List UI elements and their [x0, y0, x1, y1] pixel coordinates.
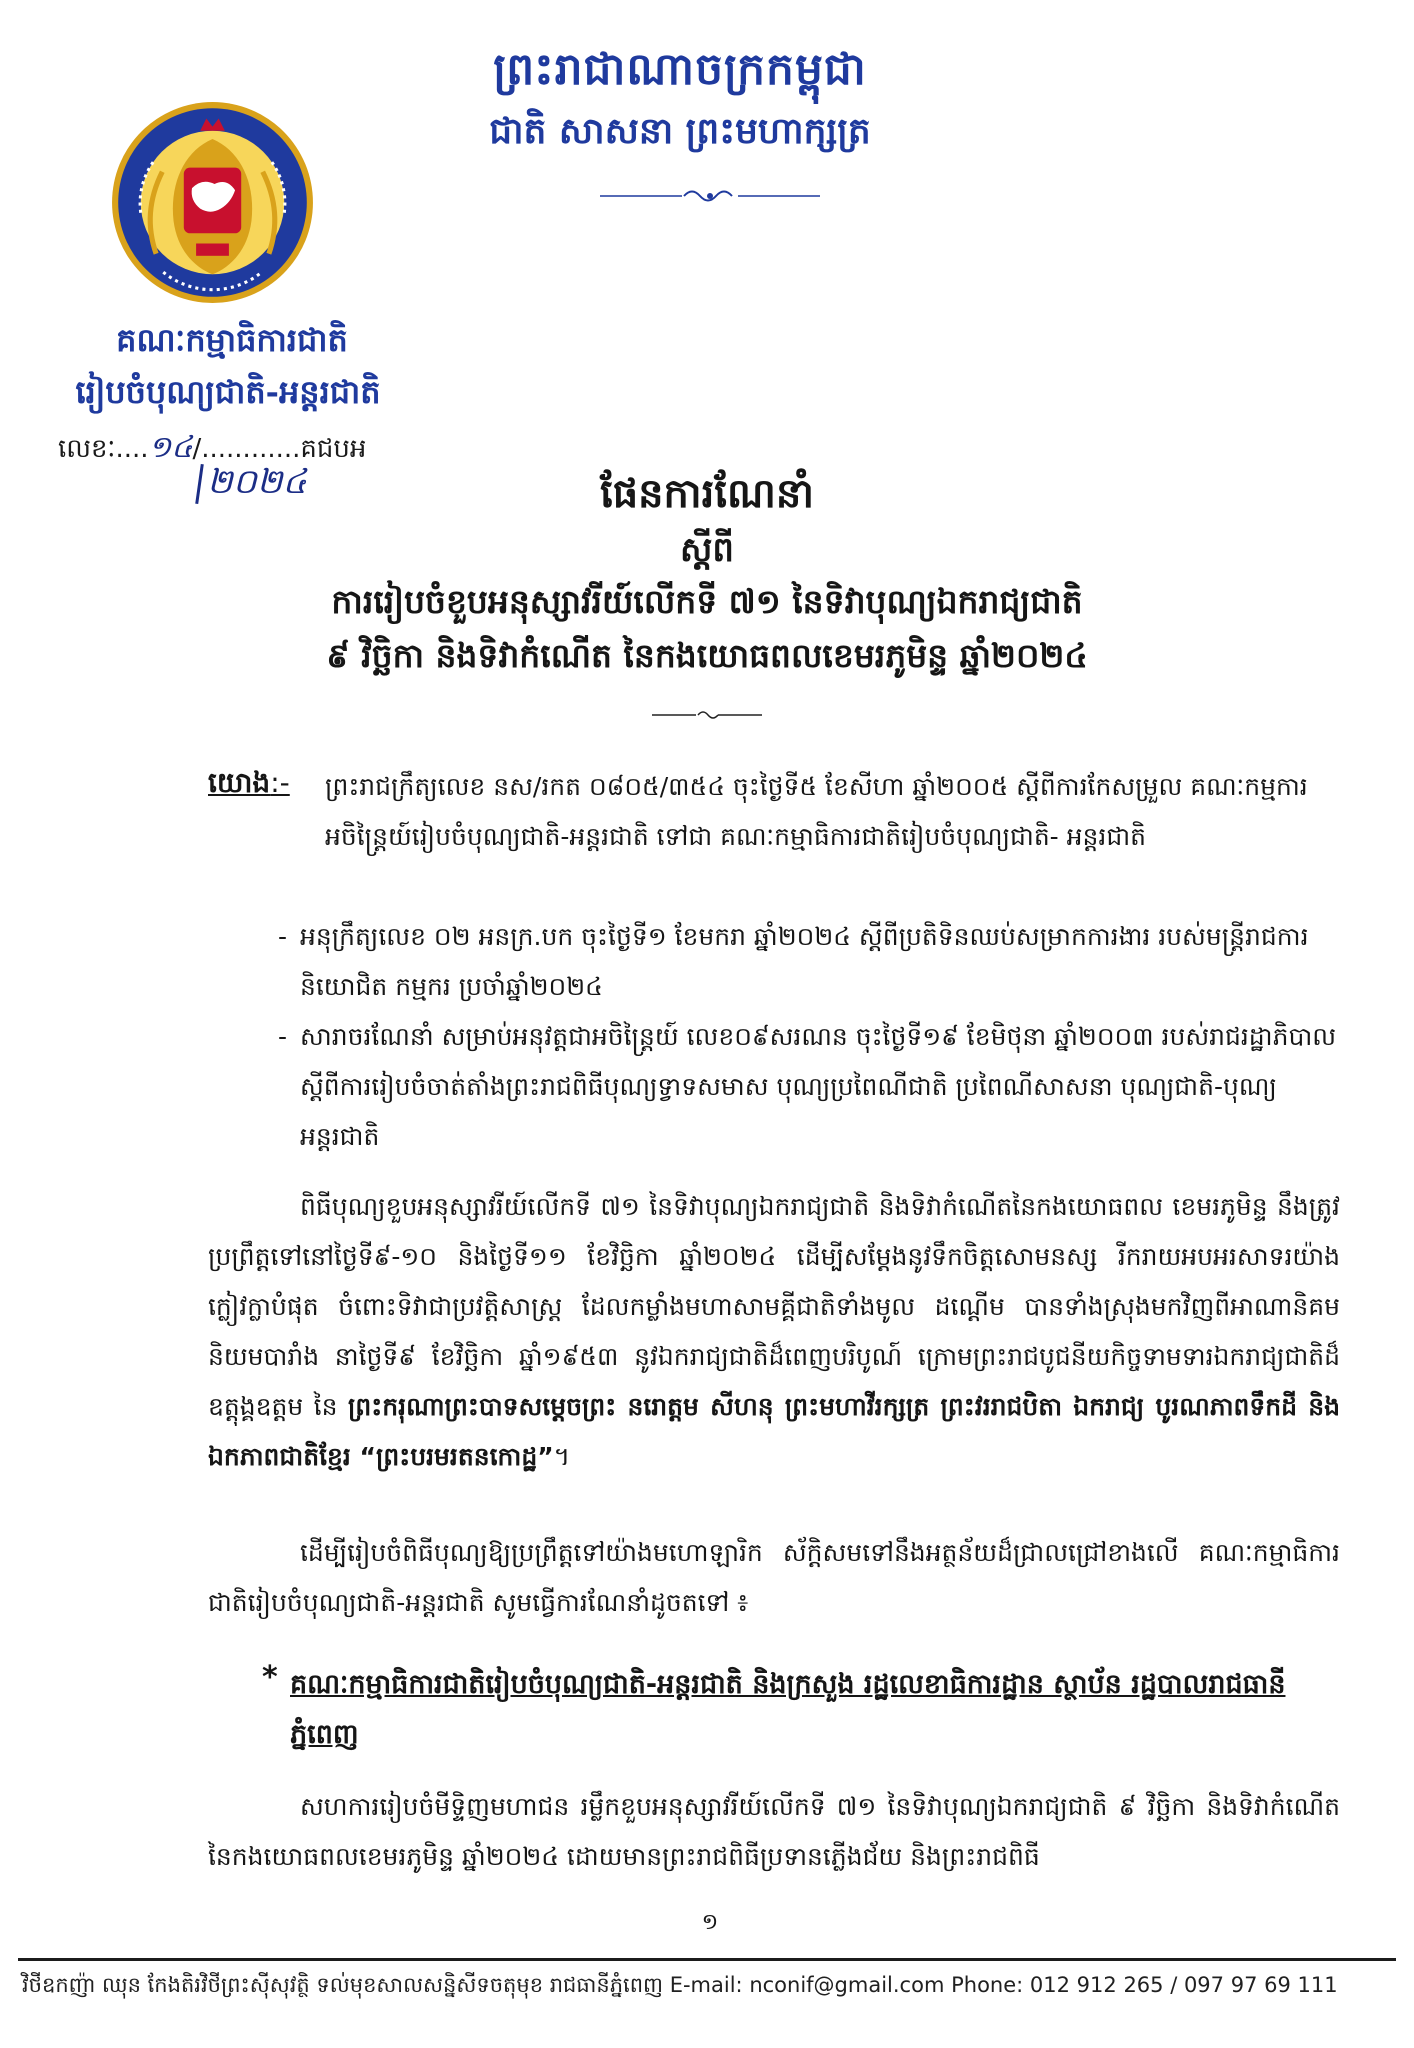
title-divider-icon	[652, 708, 762, 722]
section-heading: គណៈកម្មាធិការជាតិរៀបចំបុណ្យជាតិ-អន្តរជាតិ និងក្រសួង រដ្ឋលេខាធិការដ្ឋាន ស្ថាប័ន រដ្ឋបាលរាជធានីភ្នំពេញ	[290, 1669, 1286, 1750]
ref-suffix: គជបអ	[300, 434, 367, 464]
basis-item-sub-decree: - អនុក្រឹត្យលេខ ០២ អនក្រ.បក ចុះថ្ងៃទី១ ខែមករា ឆ្នាំ២០២៤ ស្តីពីប្រតិទិនឈប់សម្រាកការងារ របស់មន្ត្រីរាជការ និយោជិត កម្មករ ប្រចាំឆ្នាំ២០២៤	[278, 922, 1309, 1001]
para1-text: ពិធីបុណ្យខួបអនុស្សាវរីយ៍លើកទី ៧១ នៃទិវាបុណ្យឯករាជ្យជាតិ និងទិវាកំណើតនៃកងយោធពល ខេមរភូមិន្ទ នឹងត្រូវប្រព្រឹត្តទៅនៅថ្ងៃទី៩-១០ និងថ្ងៃទី១១ ខែវិច្ឆិកា ឆ្នាំ២០២៤ ដើម្បីសម្តែងនូវទឹកចិត្តសោមនស្ស រីករាយអបអរសាទរយ៉ាងក្លៀវក្លាបំផុត ចំពោះទិវាជាប្រវត្តិសាស្ត្រ ដែលកម្លាំងមហាសាមគ្គីជាតិទាំងមូល ដណ្តើម បានទាំងស្រុងមកវិញពីអាណានិគមនិយមបារាំង នាថ្ងៃទី៩ ខែវិច្ឆិកា ឆ្នាំ១៩៥៣ នូវឯករាជ្យជាតិដ៏ពេញបរិបូណ៍ ក្រោមព្រះរាជបូជនីយកិច្ចទាមទារឯករាជ្យជាតិដ៏ឧត្តុង្គឧត្តម នៃ	[208, 1192, 1340, 1421]
basis-label-text: យោង	[208, 766, 271, 799]
body-paragraph-1	[208, 1182, 1340, 1482]
basis-label	[208, 765, 290, 806]
document-type-title: ផែនការណែនាំ	[600, 470, 814, 517]
footer-contact	[22, 1972, 1412, 2003]
para3-text: សហការរៀបចំមីទ្ទិញមហាជន រម្លឹកខួបអនុស្សាវរីយ៍លើកទី ៧១ នៃទិវាបុណ្យឯករាជ្យជាតិ ៩ វិច្ឆិកា និងទិវាកំណើតនៃកងយោធពលខេមរភូមិន្ទ ឆ្នាំ២០២៤ ដោយមានព្រះរាជពិធីប្រទានភ្លើងជ័យ និងព្រះរាជពិធី	[208, 1792, 1340, 1871]
basis-item-circular-text: សារាចរណែនាំ សម្រាប់អនុវត្តជាអចិន្ត្រៃយ៍ លេខ០៩សរណន ចុះថ្ងៃទី១៩ ខែមិថុនា ឆ្នាំ២០០៣ របស់រាជរដ្ឋាភិបាល ស្តីពីការរៀបចំចាត់តាំងព្រះរាជពិធីបុណ្យទ្វាទសមាស បុណ្យប្រពៃណីជាតិ ប្រពៃណីសាសនា បុណ្យជាតិ-បុណ្យអន្តរជាតិ	[300, 1022, 1337, 1151]
national-motto: ជាតិ សាសនា ព្រះមហាក្សត្រ	[489, 110, 871, 152]
para1-end: ។	[553, 1442, 571, 1471]
footer-phone: 012 912 265 / 097 97 69 111	[1029, 1973, 1338, 1997]
footer-phone-label: Phone:	[951, 1973, 1024, 1997]
footer-email-label: E-mail:	[669, 1973, 743, 1997]
ref-number-handwritten: ១៤	[148, 430, 193, 465]
reference-number: លេខៈ....១៤/............គជបអ	[58, 430, 367, 465]
basis-separator: :-	[270, 766, 290, 799]
body-paragraph-2	[208, 1528, 1340, 1628]
ref-prefix: លេខៈ	[58, 434, 116, 464]
ref-dots: /............	[192, 434, 301, 464]
title-about: ស្តីពី	[680, 530, 734, 570]
footer-divider	[18, 1958, 1396, 1961]
section-bullet-icon: *	[262, 1660, 278, 1695]
basis-item-circular: - សារាចរណែនាំ សម្រាប់អនុវត្តជាអចិន្ត្រៃយ៍ លេខ០៩សរណន ចុះថ្ងៃទី១៩ ខែមិថុនា ឆ្នាំ២០០៣ របស់រាជរដ្ឋាភិបាល ស្តីពីការរៀបចំចាត់តាំងព្រះរាជពិធីបុណ្យទ្វាទសមាស បុណ្យប្រពៃណីជាតិ ប្រពៃណីសាសនា បុណ្យជាតិ-បុណ្យអន្តរជាតិ	[278, 1022, 1337, 1151]
org-name-line1: គណៈកម្មាធិការជាតិ	[116, 321, 348, 359]
committee-seal-logo	[110, 100, 315, 305]
ref-year-text: ២០២៤	[207, 462, 307, 502]
kingdom-title: ព្រះរាជាណាចក្រកម្ពុជា	[493, 44, 867, 95]
para2-text: ដើម្បីរៀបចំពិធីបុណ្យឱ្យប្រព្រឹត្តទៅយ៉ាងមហោឡារិក ស័ក្តិសមទៅនឹងអត្ថន័យដ៏ជ្រាលជ្រៅខាងលើ គណៈកម្មាធិការជាតិរៀបចំបុណ្យជាតិ-អន្តរជាតិ សូមធ្វើការណែនាំដូចតទៅ ៖	[208, 1538, 1340, 1617]
footer-email: nconif@gmail.com	[749, 1973, 945, 1997]
subject-line-2: ៩ វិច្ឆិកា និងទិវាកំណើត នៃកងយោធពលខេមរភូមិន្ទ ឆ្នាំ២០២៤	[326, 636, 1088, 675]
org-name-line2: រៀបចំបុណ្យជាតិ-អន្តរជាតិ	[75, 373, 381, 411]
subject-line-1: ការរៀបចំខួបអនុស្សាវរីយ៍លើកទី ៧១ នៃទិវាបុណ្យឯករាជ្យជាតិ	[331, 582, 1083, 621]
ornament-divider-icon	[600, 186, 820, 206]
footer-address: វិថីឧកញ៉ា ឈុន កែងតិរវិថីព្រះស៊ីសុវត្ថិ ទល់មុខសាលសន្និសីទចតុមុខ រាជធានីភ្នំពេញ	[22, 1973, 664, 1997]
body-paragraph-3	[208, 1782, 1340, 1882]
basis-item-royal-decree: ព្រះរាជក្រឹត្យលេខ នស/រកត ០៨០៥/៣៥៤ ចុះថ្ងៃទី៥ ខែសីហា ឆ្នាំ២០០៥ ស្តីពីការកែសម្រួល គណៈកម្មការអចិន្ត្រៃយ៍រៀបចំបុណ្យជាតិ-អន្តរជាតិ ទៅជា គណៈកម្មាធិការជាតិរៀបចំបុណ្យជាតិ- អន្តរជាតិ	[325, 772, 1308, 851]
basis-item-sub-decree-text: អនុក្រឹត្យលេខ ០២ អនក្រ.បក ចុះថ្ងៃទី១ ខែមករា ឆ្នាំ២០២៤ ស្តីពីប្រតិទិនឈប់សម្រាកការងារ របស់មន្ត្រីរាជការ និយោជិត កម្មករ ប្រចាំឆ្នាំ២០២៤	[300, 922, 1309, 1001]
page-number: ១	[701, 1910, 719, 1935]
para1-bold-text: ព្រះករុណាព្រះបាទសម្តេចព្រះ នរោត្តម សីហនុ ព្រះមហាវីរក្សត្រ ព្រះវររាជបិតា ឯករាជ្យ បូរណភាពទឹកដី និងឯកភាពជាតិខ្មែរ “ព្រះបរមរតនកោដ្ឋ”	[208, 1392, 1340, 1471]
